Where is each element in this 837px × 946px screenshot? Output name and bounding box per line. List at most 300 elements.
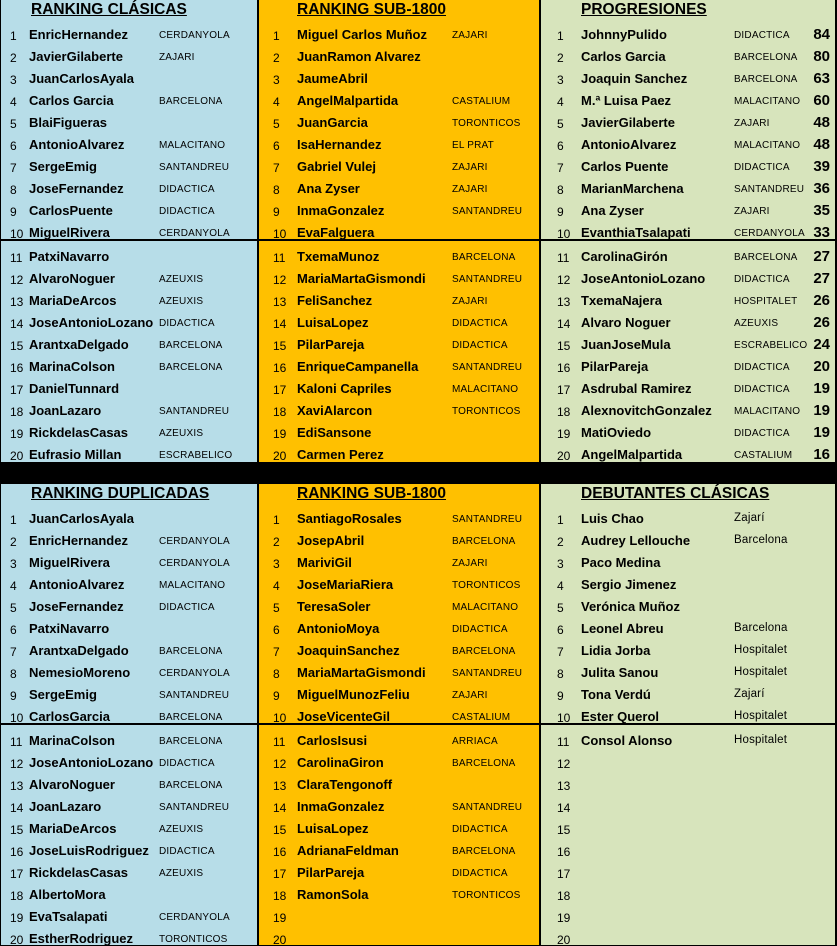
ranking-row [541, 928, 835, 946]
rank-number: 7 [273, 645, 280, 659]
ranking-row [541, 356, 835, 378]
rank-number: 9 [557, 205, 564, 219]
rank-number: 17 [273, 383, 287, 397]
rank-number: 2 [557, 535, 564, 549]
rank-number: 17 [273, 867, 287, 881]
ranking-row [1, 706, 257, 728]
player-name: Carlos Garcia [581, 49, 666, 64]
progress-points: 84 [813, 26, 830, 43]
rank-number: 17 [10, 867, 24, 881]
rank-number: 14 [273, 317, 287, 331]
player-name: RickdelasCasas [29, 425, 129, 440]
player-name: Miguel Carlos Muñoz [297, 27, 427, 42]
rank-number: 15 [10, 823, 24, 837]
rank-number: 3 [273, 73, 280, 87]
rank-number: 18 [10, 889, 24, 903]
rank-number: 17 [10, 383, 24, 397]
player-name: TxemaMunoz [297, 249, 380, 264]
progresiones-title: PROGRESIONES [581, 1, 707, 18]
ranking-row [259, 422, 539, 444]
rank-number: 5 [273, 601, 280, 615]
player-name: RamonSola [297, 887, 369, 902]
rank-number: 5 [10, 601, 17, 615]
ranking-row [1, 552, 257, 574]
ranking-row [1, 774, 257, 796]
club-name: Barcelona [734, 622, 788, 634]
ranking-row [1, 222, 257, 244]
rank-number: 9 [557, 689, 564, 703]
club-name: AZEUXIS [159, 296, 204, 307]
club-name: DIDACTICA [452, 340, 508, 351]
ranking-row [1, 640, 257, 662]
ranking-row [1, 290, 257, 312]
rank-number: 20 [10, 449, 24, 462]
club-name: ZAJARI [734, 118, 770, 129]
player-name: AlvaroNoguer [29, 271, 115, 286]
rank-number: 7 [273, 161, 280, 175]
rank-number: 18 [273, 405, 287, 419]
club-name: MALACITANO [734, 406, 801, 417]
club-name: HOSPITALET [734, 296, 798, 307]
player-name: MarinaColson [29, 733, 115, 748]
club-name: DIDACTICA [159, 318, 215, 329]
ranking-row [259, 290, 539, 312]
player-name: Carlos Garcia [29, 93, 114, 108]
rank-number: 2 [557, 51, 564, 65]
ranking-row [259, 200, 539, 222]
ranking-row [1, 246, 257, 268]
rank-number: 8 [557, 183, 564, 197]
player-name: JoaquinSanchez [297, 643, 400, 658]
club-name: CERDANYOLA [159, 912, 230, 923]
ranking-row [541, 222, 835, 244]
ranking-row [1, 840, 257, 862]
rank-number: 20 [10, 933, 24, 946]
rank-number: 19 [10, 427, 24, 441]
player-name: BlaiFigueras [29, 115, 108, 130]
rank-number: 9 [273, 205, 280, 219]
rank-number: 12 [273, 757, 287, 771]
player-name: ClaraTengonoff [297, 777, 393, 792]
rank-number: 13 [10, 779, 24, 793]
player-name: PatxiNavarro [29, 249, 110, 264]
club-name: ZAJARI [452, 558, 488, 569]
debutantes-clasicas-title: DEBUTANTES CLÁSICAS [581, 485, 770, 502]
rank-number: 8 [10, 183, 17, 197]
club-name: BARCELONA [734, 252, 798, 263]
rank-number: 16 [10, 361, 24, 375]
rank-number: 10 [557, 711, 571, 725]
player-name: EstherRodriguez [29, 931, 134, 946]
club-name: DIDACTICA [159, 206, 215, 217]
ranking-row [259, 884, 539, 906]
player-name: JavierGilaberte [581, 115, 675, 130]
club-name: SANTANDREU [159, 802, 230, 813]
club-name: MALACITANO [159, 580, 226, 591]
club-name: AZEUXIS [734, 318, 779, 329]
player-name: PatxiNavarro [29, 621, 110, 636]
player-name: PilarPareja [297, 865, 365, 880]
rank-number: 11 [557, 735, 570, 749]
player-name: Julita Sanou [581, 665, 659, 680]
club-name: ZAJARI [452, 690, 488, 701]
ranking-row [259, 928, 539, 946]
ranking-duplicadas-column [0, 484, 259, 946]
ranking-row [541, 178, 835, 200]
club-name: DIDACTICA [452, 318, 508, 329]
ranking-row [541, 730, 835, 752]
ranking-row [1, 400, 257, 422]
rank-number: 7 [10, 161, 17, 175]
ranking-row [259, 222, 539, 244]
club-name: TORONTICOS [452, 406, 521, 417]
club-name: CASTALIUM [452, 712, 511, 723]
club-name: SANTANDREU [452, 668, 523, 679]
club-name: BARCELONA [452, 536, 516, 547]
player-name: Asdrubal Ramirez [581, 381, 692, 396]
rank-number: 6 [10, 139, 17, 153]
player-name: DanielTunnard [29, 381, 120, 396]
ranking-row [1, 444, 257, 462]
rank-number: 18 [557, 889, 571, 903]
player-name: LuisaLopez [297, 315, 369, 330]
rank-number: 1 [273, 29, 280, 43]
ranking-row [1, 928, 257, 946]
player-name: EnricHernandez [29, 27, 128, 42]
player-name: MiguelRivera [29, 555, 110, 570]
ranking-row [541, 574, 835, 596]
rank-number: 17 [557, 867, 571, 881]
club-name: AZEUXIS [159, 868, 204, 879]
club-name: ARRIACA [452, 736, 498, 747]
rank-number: 20 [273, 449, 287, 462]
club-name: ZAJARI [452, 30, 488, 41]
rank-number: 12 [557, 273, 571, 287]
ranking-sub1800-column [259, 0, 541, 462]
club-name: Hospitalet [734, 666, 788, 678]
club-name: BARCELONA [452, 758, 516, 769]
club-name: Hospitalet [734, 710, 788, 722]
rank-number: 10 [10, 227, 24, 241]
player-name: AngelMalpartida [581, 447, 683, 462]
player-name: SantiagoRosales [297, 511, 402, 526]
ranking-row [541, 862, 835, 884]
ranking-row [259, 818, 539, 840]
rank-number: 11 [557, 251, 570, 265]
player-name: Sergio Jimenez [581, 577, 677, 592]
club-name: DIDACTICA [452, 868, 508, 879]
club-name: Hospitalet [734, 644, 788, 656]
player-name: TeresaSoler [297, 599, 371, 614]
rank-number: 9 [273, 689, 280, 703]
ranking-row [1, 356, 257, 378]
rank-number: 6 [273, 623, 280, 637]
ranking-row [259, 574, 539, 596]
progress-points: 27 [813, 248, 830, 265]
ranking-row [259, 796, 539, 818]
club-name: ZAJARI [452, 162, 488, 173]
rank-number: 8 [10, 667, 17, 681]
rank-number: 14 [557, 317, 571, 331]
club-name: MALACITANO [452, 384, 519, 395]
ranking-row [541, 200, 835, 222]
club-name: SANTANDREU [452, 274, 523, 285]
rank-number: 11 [10, 251, 23, 265]
club-name: DIDACTICA [452, 624, 508, 635]
ranking-row [541, 112, 835, 134]
player-name: JoanLazaro [29, 799, 102, 814]
player-name: InmaGonzalez [297, 203, 385, 218]
player-name: EdiSansone [297, 425, 372, 440]
player-name: TxemaNajera [581, 293, 662, 308]
ranking-row [541, 68, 835, 90]
ranking-row [1, 268, 257, 290]
ranking-row [541, 906, 835, 928]
rank-number: 9 [10, 689, 17, 703]
rank-number: 11 [273, 251, 286, 265]
player-name: JoseAntonioLozano [581, 271, 706, 286]
rank-number: 15 [273, 339, 287, 353]
player-name: EvanthiaTsalapati [581, 225, 691, 240]
ranking-row [541, 552, 835, 574]
player-name: SergeEmig [29, 687, 97, 702]
club-name: DIDACTICA [734, 274, 790, 285]
rank-number: 4 [10, 579, 17, 593]
ranking-row [1, 884, 257, 906]
ranking-row [259, 552, 539, 574]
rank-number: 20 [557, 933, 571, 946]
club-name: TORONTICOS [452, 890, 521, 901]
ranking-row [541, 818, 835, 840]
player-name: JuanJoseMula [581, 337, 671, 352]
player-name: AntonioAlvarez [581, 137, 677, 152]
club-name: SANTANDREU [734, 184, 805, 195]
player-name: CarlosGarcia [29, 709, 110, 724]
player-name: MiguelMunozFeliu [297, 687, 410, 702]
club-name: MALACITANO [159, 140, 226, 151]
player-name: JohnnyPulido [581, 27, 667, 42]
player-name: AdrianaFeldman [297, 843, 399, 858]
ranking-row [259, 112, 539, 134]
club-name: DIDACTICA [734, 428, 790, 439]
ranking-row [259, 134, 539, 156]
rank-number: 11 [10, 735, 23, 749]
ranking-clasicas-title: RANKING CLÁSICAS [31, 1, 187, 18]
club-name: DIDACTICA [452, 824, 508, 835]
player-name: JoanLazaro [29, 403, 102, 418]
player-name: Kaloni Capriles [297, 381, 392, 396]
club-name: CERDANYOLA [734, 228, 805, 239]
ranking-row [259, 862, 539, 884]
ranking-row [541, 422, 835, 444]
rank-number: 3 [10, 557, 17, 571]
club-name: SANTANDREU [452, 802, 523, 813]
player-name: Carmen Perez [297, 447, 384, 462]
ranking-sub1800-title-2: RANKING SUB-1800 [297, 485, 447, 502]
ranking-row [259, 178, 539, 200]
rank-number: 19 [557, 427, 571, 441]
player-name: Gabriel Vulej [297, 159, 376, 174]
rank-number: 18 [557, 405, 571, 419]
club-name: BARCELONA [734, 52, 798, 63]
player-name: JuanRamon Alvarez [297, 49, 421, 64]
rank-number: 19 [10, 911, 24, 925]
ranking-row [541, 24, 835, 46]
ranking-row [541, 840, 835, 862]
club-name: CERDANYOLA [159, 30, 230, 41]
rank-number: 10 [557, 227, 571, 241]
club-name: BARCELONA [159, 780, 223, 791]
club-name: SANTANDREU [159, 406, 230, 417]
progress-points: 60 [813, 92, 830, 109]
ranking-row [541, 268, 835, 290]
ranking-row [1, 862, 257, 884]
player-name: FeliSanchez [297, 293, 373, 308]
club-name: Barcelona [734, 534, 788, 546]
ranking-row [541, 618, 835, 640]
player-name: ArantxaDelgado [29, 643, 129, 658]
player-name: CarolinaGiron [297, 755, 384, 770]
ranking-row [259, 156, 539, 178]
rank-number: 16 [273, 845, 287, 859]
ranking-row [259, 356, 539, 378]
club-name: EL PRAT [452, 140, 494, 151]
player-name: Consol Alonso [581, 733, 673, 748]
club-name: MALACITANO [734, 96, 801, 107]
ranking-row [259, 596, 539, 618]
ranking-row [259, 684, 539, 706]
debutantes-clasicas-column [541, 484, 837, 946]
rank-number: 10 [273, 711, 287, 725]
player-name: Ana Zyser [581, 203, 644, 218]
club-name: DIDACTICA [159, 184, 215, 195]
player-name: JuanGarcia [297, 115, 368, 130]
ranking-row [541, 508, 835, 530]
club-name: ESCRABELICO [159, 450, 233, 461]
player-name: SergeEmig [29, 159, 97, 174]
rank-number: 12 [557, 757, 571, 771]
club-name: SANTANDREU [159, 162, 230, 173]
player-name: EvaFalguera [297, 225, 375, 240]
ranking-row [541, 46, 835, 68]
rank-number: 19 [273, 427, 287, 441]
ranking-row [259, 662, 539, 684]
ranking-row [1, 422, 257, 444]
rank-number: 14 [10, 801, 24, 815]
rank-number: 19 [273, 911, 287, 925]
player-name: JuanCarlosAyala [29, 71, 135, 86]
rank-number: 1 [10, 513, 17, 527]
ranking-row [1, 662, 257, 684]
ranking-row [1, 378, 257, 400]
ranking-row [259, 400, 539, 422]
club-name: SANTANDREU [452, 206, 523, 217]
player-name: AlvaroNoguer [29, 777, 115, 792]
player-name: IsaHernandez [297, 137, 382, 152]
club-name: Zajarí [734, 512, 765, 524]
ranking-row [541, 684, 835, 706]
club-name: BARCELONA [452, 646, 516, 657]
player-name: Carlos Puente [581, 159, 669, 174]
player-name: Paco Medina [581, 555, 661, 570]
club-name: AZEUXIS [159, 824, 204, 835]
ranking-row [1, 46, 257, 68]
player-name: CarlosIsusi [297, 733, 368, 748]
progress-points: 39 [813, 158, 830, 175]
player-name: CarolinaGirón [581, 249, 668, 264]
rank-number: 2 [10, 51, 17, 65]
rank-number: 20 [273, 933, 287, 946]
rank-number: 5 [557, 117, 564, 131]
player-name: MatiOviedo [581, 425, 652, 440]
player-name: RickdelasCasas [29, 865, 129, 880]
progress-points: 26 [813, 314, 830, 331]
club-name: CERDANYOLA [159, 228, 230, 239]
ranking-clasicas-column [0, 0, 259, 462]
progress-points: 36 [813, 180, 830, 197]
rank-number: 5 [557, 601, 564, 615]
player-name: Joaquin Sanchez [581, 71, 688, 86]
club-name: CASTALIUM [452, 96, 511, 107]
ranking-row [1, 684, 257, 706]
rank-number: 14 [557, 801, 571, 815]
ranking-row [1, 796, 257, 818]
ranking-row [1, 752, 257, 774]
ranking-row [259, 378, 539, 400]
player-name: EvaTsalapati [29, 909, 108, 924]
rank-number: 14 [10, 317, 24, 331]
rank-number: 15 [557, 823, 571, 837]
club-name: DIDACTICA [734, 162, 790, 173]
club-name: CASTALIUM [734, 450, 793, 461]
ranking-row [259, 444, 539, 462]
club-name: BARCELONA [159, 362, 223, 373]
progress-points: 27 [813, 270, 830, 287]
ranking-row [259, 246, 539, 268]
player-name: Ester Querol [581, 709, 660, 724]
ranking-row [259, 840, 539, 862]
rank-number: 18 [10, 405, 24, 419]
ranking-row [1, 730, 257, 752]
rank-number: 1 [10, 29, 17, 43]
ranking-row [541, 290, 835, 312]
player-name: MariaMartaGismondi [297, 665, 426, 680]
club-name: BARCELONA [159, 96, 223, 107]
rank-number: 5 [273, 117, 280, 131]
ranking-row [541, 400, 835, 422]
rank-number: 1 [557, 29, 564, 43]
rank-number: 4 [273, 579, 280, 593]
progress-points: 80 [813, 48, 830, 65]
player-name: MariaDeArcos [29, 821, 117, 836]
ranking-row [541, 134, 835, 156]
rank-number: 7 [557, 645, 564, 659]
rank-number: 6 [273, 139, 280, 153]
ranking-row [541, 334, 835, 356]
ranking-row [541, 444, 835, 462]
ranking-row [1, 618, 257, 640]
ranking-row [1, 134, 257, 156]
ranking-row [541, 774, 835, 796]
ranking-row [541, 530, 835, 552]
player-name: Alvaro Noguer [581, 315, 671, 330]
club-name: TORONTICOS [452, 580, 521, 591]
club-name: Zajarí [734, 688, 765, 700]
progresiones-column [541, 0, 837, 462]
rank-number: 12 [273, 273, 287, 287]
player-name: PilarPareja [297, 337, 365, 352]
progress-points: 48 [813, 136, 830, 153]
